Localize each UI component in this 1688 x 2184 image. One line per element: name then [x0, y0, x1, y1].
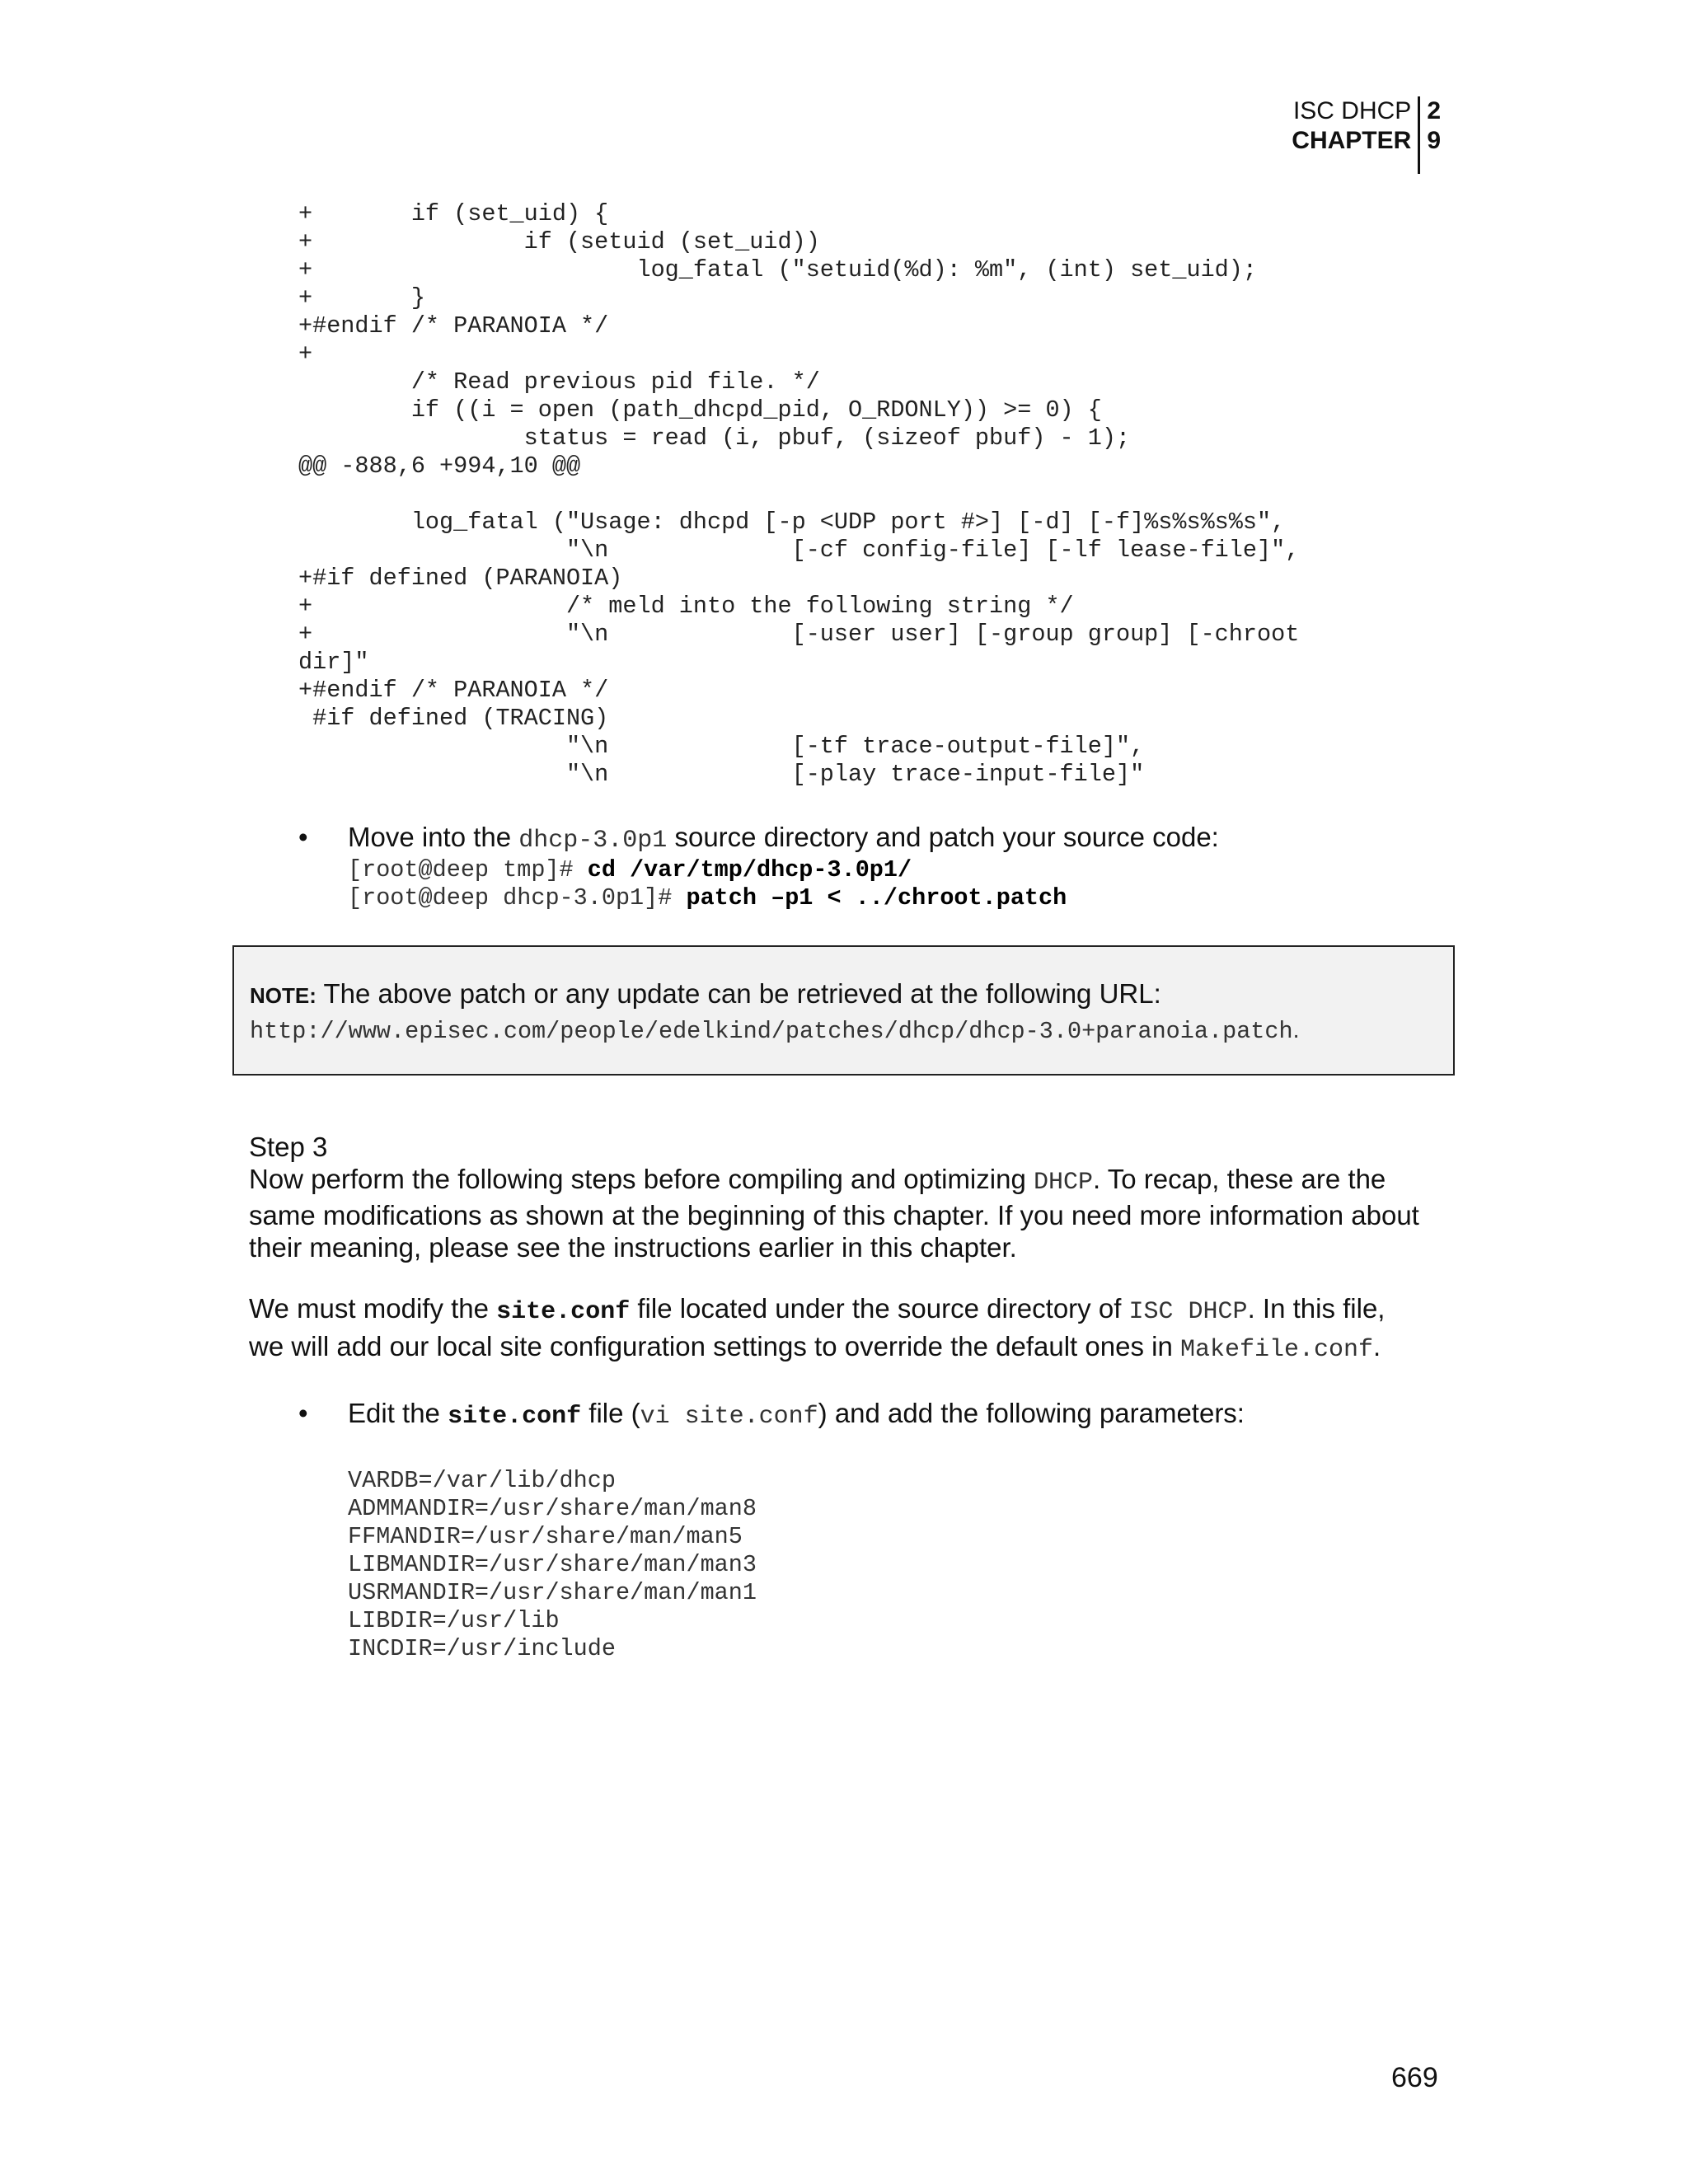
note-body: The above patch or any update can be retrieved at the following URL:	[316, 978, 1161, 1009]
step3-para1-line2: same modifications as shown at the beginning of this chapter. If you need more information about	[249, 1200, 1419, 1230]
bullet-marker: •	[298, 1398, 308, 1428]
inline-code: ISC DHCP	[1128, 1298, 1248, 1326]
text-run: file located under the source directory of	[630, 1293, 1129, 1324]
inline-code: dhcp-3.0p1	[518, 827, 668, 855]
step3-para1-line3: their meaning, please see the instructions earlier in this chapter.	[249, 1232, 1017, 1263]
filename-bold: site.conf	[448, 1403, 582, 1431]
inline-code: DHCP	[1033, 1169, 1093, 1197]
header-chapter-label: CHAPTER	[1292, 127, 1412, 154]
step3-section	[249, 1131, 1452, 1263]
filename-bold: site.conf	[496, 1298, 631, 1326]
chapter-digit-2: 9	[1427, 127, 1441, 154]
patch-code-block: + if (set_uid) { + if (setuid (set_uid)) + log_fatal ("setuid(%d): %m", (int) set_uid); + } +#endif /* PARANOIA */ + /* Read previous pid file. */ if ((i = open (path_dhcpd_pid, O_RDONLY)) >= 0) { status = read (i, pbuf, (sizeof pbuf) - 1); @@ -888,6 +994,10 @@ log_fatal ("Usage: dhcpd [-p <UDP port #>] [-d] [-f]%s%s%s%s", "\n [-cf config-file] [-lf lease-file]", +#if defined (PARANOIA) + /* meld into the following string */ + "\n [-user user] [-group group] [-chroot dir]" +#endif /* PARANOIA */ #if defined (TRACING) "\n [-tf trace-output-file]", "\n [-play trace-input-file]"	[298, 200, 1300, 788]
step3-para2-line1	[249, 1291, 1452, 1329]
text-run: file (	[581, 1398, 640, 1428]
step3-para2-line2	[249, 1329, 1452, 1367]
chapter-number	[1418, 96, 1441, 174]
shell-command: patch –p1 < ../chroot.patch	[686, 884, 1067, 912]
text-run: Edit the	[348, 1398, 448, 1428]
text-run: Now perform the following steps before compiling and optimizing	[249, 1164, 1034, 1194]
site-conf-params: VARDB=/var/lib/dhcp ADMMANDIR=/usr/share/man/man8 FFMANDIR=/usr/share/man/man5 LIBMANDIR=/usr/share/man/man3 USRMANDIR=/usr/share/man/man1 LIBDIR=/usr/lib INCDIR=/usr/include	[348, 1467, 757, 1662]
shell-prompt: [root@deep tmp]#	[348, 856, 588, 883]
shell-command: cd /var/tmp/dhcp-3.0p1/	[587, 856, 912, 883]
inline-code: vi site.conf	[640, 1403, 818, 1431]
bullet-text	[348, 1397, 1245, 1433]
url-period: .	[1292, 1017, 1300, 1043]
text-run: . To recap, these are the	[1093, 1164, 1386, 1194]
text-run: we will add our local site configuration settings to override the default ones in	[249, 1331, 1180, 1361]
text-run: ) and add the following parameters:	[818, 1398, 1245, 1428]
shell-prompt: [root@deep dhcp-3.0p1]#	[348, 884, 687, 912]
step3-para2	[249, 1291, 1452, 1367]
command-line-2	[348, 884, 1067, 912]
bullet-marker: •	[298, 822, 308, 852]
text-run: We must modify the	[249, 1293, 497, 1324]
patch-url: http://www.episec.com/people/edelkind/patches/dhcp/dhcp-3.0+paranoia.patch	[250, 1018, 1293, 1045]
note-url	[250, 1017, 1300, 1045]
note-text	[250, 978, 1161, 1010]
bullet-text-a: Move into the	[348, 822, 519, 852]
header-left	[1292, 96, 1418, 174]
note-box	[232, 945, 1455, 1076]
running-header	[1286, 96, 1441, 174]
bullet-text	[348, 821, 1219, 857]
text-run: .	[1373, 1331, 1381, 1361]
header-title: ISC DHCP	[1292, 97, 1412, 124]
step3-para1-line1	[249, 1163, 1452, 1199]
page-number: 669	[1391, 2062, 1438, 2093]
note-label: NOTE:	[250, 983, 316, 1008]
bullet-text-b: source directory and patch your source code:	[667, 822, 1219, 852]
inline-code: Makefile.conf	[1179, 1336, 1374, 1364]
chapter-digit-1: 2	[1427, 97, 1441, 124]
step-heading: Step 3	[249, 1132, 328, 1162]
command-line-1	[348, 856, 912, 884]
text-run: . In this file,	[1247, 1293, 1386, 1324]
